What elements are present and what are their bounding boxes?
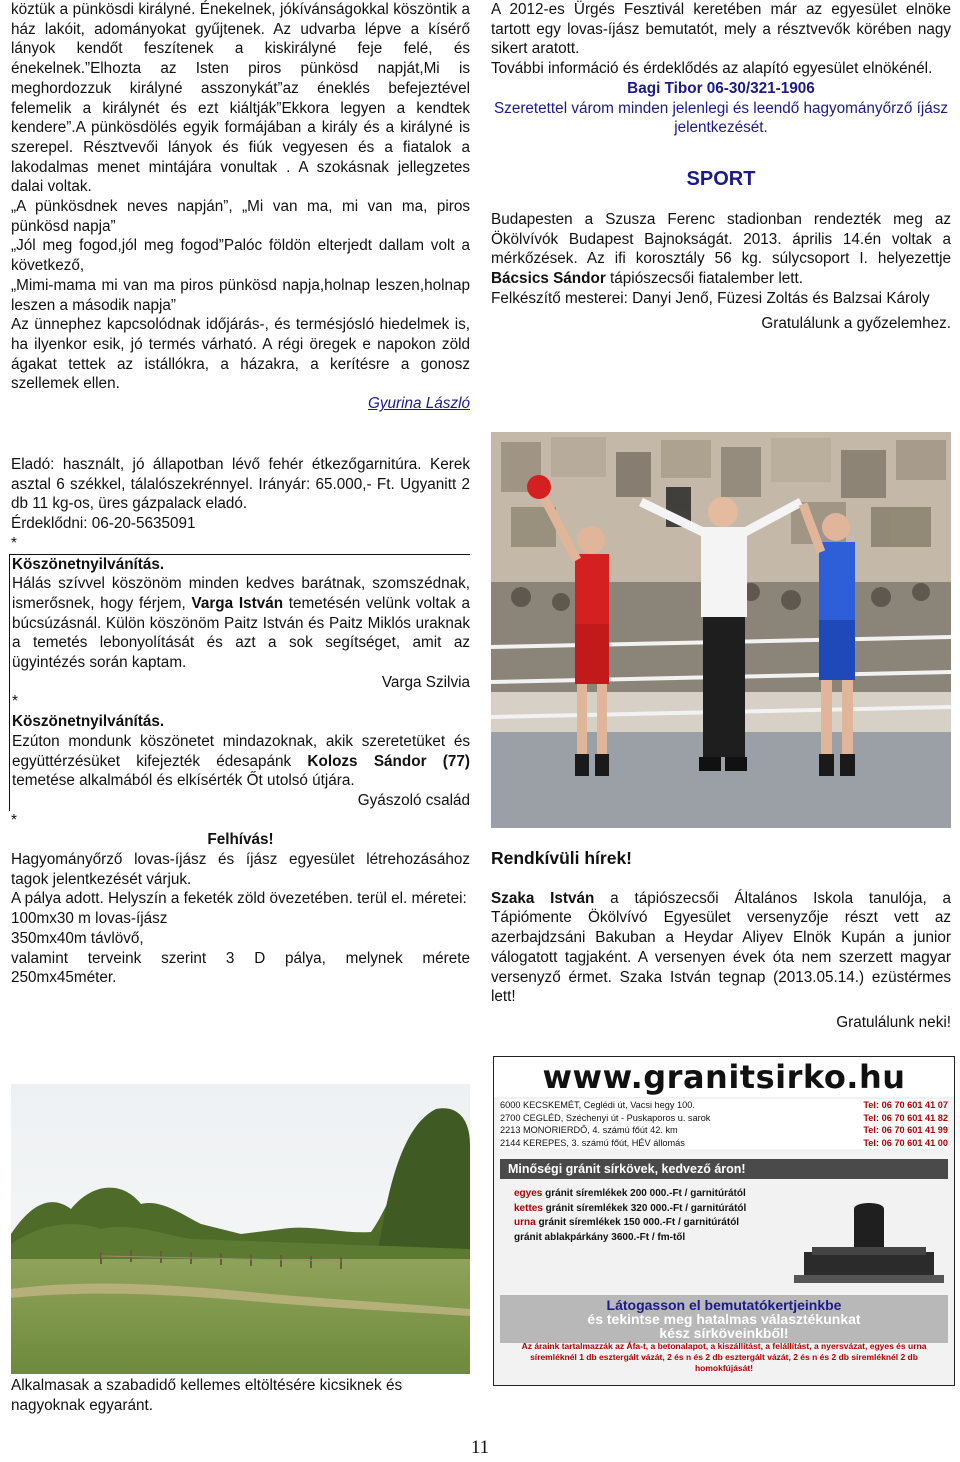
pentecost-paragraph-1: köztük a pünkösdi királyné. Énekelnek, jókívánságokkal köszöntik a ház lakóit, adományokat gyűjtenek. Az udvarba lépve a kísérő lányok kendőt feszítenek a kiskirályné feje felé, és énekelnek.”Elhozta az Isten piros pünkösd napját,Mi is meghordozzuk királyné asszonykát”az éneklés befejeztével felemelik a királynét és ezt kiáltják”Ekkora legyen a kendtek kendere”.A pünkösdölés egyik formájában a király és a királyné is szerepel. Résztvevői lányok és fiúk vegyesen és a fiatalok a lakodalmas menet mintájára vonultak . A szokásnak jellegzetes dalai voltak. <box>11 1 470 196</box>
separator-star-2: * <box>12 693 18 711</box>
news-name: Szaka István <box>491 889 595 907</box>
thanks-text-1 <box>12 574 470 673</box>
news-text <box>491 889 951 1007</box>
festival-intro: A 2012-es Ürgés Fesztivál keretében már az egyesület elnöke tartott egy lovas-íjász bemutatót, mely a résztvevők körében nagy sikert aratott. <box>491 1 951 58</box>
ad-price-text: gránit síremlékek 200 000.-Ft / garnitúrától <box>542 1188 746 1199</box>
ad-price-line <box>514 1231 774 1246</box>
right-column-bottom <box>491 849 951 1033</box>
thanks-text-1-pre: Hálás szívvel köszönöm minden kedves barátnak, szomszédnak, ismerősnek, hogy férjem, <box>12 575 470 612</box>
call-line-2: A pálya adott. Helyszín a feketék zöld övezetében. terül el. méretei: <box>11 890 467 908</box>
field-photo-caption-block <box>11 1376 470 1415</box>
sale-contact: Érdeklődni: 06-20-5635091 <box>11 515 196 533</box>
thanks-text-2-pre: Ezúton mondunk köszönetet mindazoknak, akik szeretetüket és együttérzésüket kifejezték édesapánk <box>12 732 470 770</box>
sport-paragraph-1 <box>491 210 951 289</box>
call-line-1: Hagyományőrző lovas-íjász és íjász egyesület létrehozásához tagok jelentkezését várjuk. <box>11 851 470 888</box>
ad-branch-address: 2700 CEGLÉD, Széchenyi út - Puskaporos u. sarok <box>500 1112 711 1123</box>
call-line-3: 100mx30 m lovas-íjász <box>11 910 168 928</box>
ad-visit-box <box>500 1295 948 1343</box>
thanks-signature-1: Varga Szilvia <box>381 673 470 691</box>
field-photo <box>11 1084 470 1374</box>
sport-congrats: Gratulálunk a győzelemhez. <box>761 315 951 333</box>
thanks-text-2 <box>12 732 470 791</box>
ad-price-line <box>514 1202 774 1217</box>
ad-prices <box>514 1187 774 1245</box>
ad-price-line <box>514 1187 774 1202</box>
thanks-text-1-post: temetésén velünk voltak a búcsúzásnál. Külön köszönöm Paitz István és Paitz Miklós uraknak a temetés lebonyolítását és azt a sok segítséget, amit az ügyintézés során kaptam. <box>12 594 470 672</box>
sport-paragraph-2: Felkészítő mesterei: Danyi Jenő, Füzesi Zoltás és Balzsai Károly <box>491 289 930 307</box>
thanks-title-2: Köszönetnyilvánítás. <box>12 713 165 731</box>
thanks-title-1: Köszönetnyilvánítás. <box>12 555 165 573</box>
separator-star: * <box>11 534 17 552</box>
call-title: Felhívás! <box>207 831 274 849</box>
pentecost-paragraph-2: „A pünkösdnek neves napján”, „Mi van ma, mi van ma, piros pünkösd napja” <box>11 198 470 235</box>
thanks-signature-2: Gyászoló család <box>357 791 470 809</box>
ad-branch-phone: Tel: 06 70 601 41 82 <box>863 1112 948 1123</box>
news-heading: Rendkívüli hírek! <box>491 848 633 868</box>
left-column-bottom <box>11 455 470 988</box>
sport-heading: SPORT <box>686 167 756 190</box>
more-info: További információ és érdeklődés az alapító egyesület elnökénél. <box>491 60 933 78</box>
ad-price-text: gránit ablakpárkány 3600.-Ft / fm-től <box>514 1231 686 1243</box>
sport-paragraph-1-pre: Budapesten a Szusza Ferenc stadionban rendezték meg az Ökölvívók Budapest Bajnokságát. 2013. április 14.én voltak a mérkőzések. Az ifi korosztály 56 kg. súlycsoport I. helyezettje <box>491 210 951 268</box>
ad-branch-row <box>500 1099 948 1112</box>
ad-branch-row <box>500 1112 948 1125</box>
ad-visit-line-1: Látogasson el bemutatókertjeinkbe <box>606 1297 842 1313</box>
boxing-photo-image <box>491 432 951 828</box>
ad-branch-row <box>500 1137 948 1150</box>
ad-branch-phone: Tel: 06 70 601 41 99 <box>863 1125 948 1135</box>
ad-price-type: egyes <box>514 1188 543 1199</box>
news-congrats: Gratulálunk neki! <box>836 1013 951 1031</box>
ad-visit-line-3: kész sírköveinkből! <box>659 1325 789 1341</box>
ad-price-line <box>514 1216 774 1231</box>
ad-price-text: gránit síremlékek 320 000.-Ft / garnitúrától <box>542 1202 747 1214</box>
field-photo-image <box>11 1084 470 1374</box>
pentecost-paragraph-5: Az ünnephez kapcsolódnak időjárás-, és termésjósló hiedelmek is, ha ilyenkor esik, jó termés várható. A régi öregek e napokon zöld ágakat tettek az istállókra, a házakra, a kerítésre a gonosz szellemek ellen. <box>11 316 470 393</box>
welcome-text: Szeretettel várom minden jelenlegi és leendő hagyományőrző íjász jelentkezését. <box>493 99 949 137</box>
call-line-5: valamint terveink szerint 3 D pálya, melynek mérete 250mx45méter. <box>11 949 470 987</box>
ad-visit-line-2: és tekintse meg hatalmas választékunkat <box>587 1311 861 1327</box>
right-column-top <box>491 0 951 334</box>
thanks-name-2: Kolozs Sándor (77) <box>307 752 470 770</box>
ad-branch-phone: Tel: 06 70 601 41 07 <box>863 1100 948 1110</box>
author-signature: Gyurina László <box>367 395 470 413</box>
ad-price-type: urna <box>514 1217 536 1228</box>
page-number: 11 <box>470 1437 490 1458</box>
ad-branch-phone: Tel: 06 70 601 41 00 <box>863 1137 948 1148</box>
ad-branch-row <box>500 1124 948 1137</box>
separator-star-3: * <box>11 811 17 829</box>
ad-branches <box>500 1099 948 1149</box>
ad-branch-address: 6000 KECSKEMÉT, Ceglédi út, Vacsi hegy 100. <box>500 1100 695 1110</box>
gravestone-image <box>794 1197 944 1287</box>
thanks-notice-1 <box>9 554 470 811</box>
winner-name: Bácsics Sándor <box>491 270 606 288</box>
field-photo-caption: Alkalmasak a szabadidő kellemes eltöltésére kicsiknek és nagyoknak egyaránt. <box>11 1377 403 1414</box>
thanks-text-2-post: temetése alkalmából és elkísérték Őt utolsó útjára. <box>12 772 355 790</box>
ad-footer: Az áraink tartalmazzák az Áfa-t, a betonalapot, a kiszállítást, a felállítást, a nyersvázat, egyes és urna síremléknél 1 db esztergált vázát, 2 és n és 2 db esztergált vázát, 2 és n és 2 db síremléknél 2 db homokfújását! <box>521 1341 927 1373</box>
ad-branch-address: 2144 KEREPES, 3. számú főút, HÉV állomás <box>500 1137 685 1148</box>
sale-ad: Eladó: használt, jó állapotban lévő fehér étkezőgarnitúra. Kerek asztal 6 székkel, tálalószekrénnyel. Irányár: 65.000,- Ft. Ugyanitt 2 db 11 kg-os, üres gázpalack eladó. <box>11 456 470 513</box>
ad-price-text: gránit síremlékek 150 000.-Ft / garnitúrától <box>535 1217 740 1228</box>
left-column-top <box>11 0 470 414</box>
boxing-photo <box>491 432 951 828</box>
pentecost-paragraph-4: „Mimi-mama mi van ma piros pünkösd napja,holnap leszen,holnap leszen a második napja” <box>11 276 470 314</box>
call-line-4: 350mx40m távlövő, <box>11 929 144 947</box>
sport-paragraph-1-post: tápiószecsői fiatalember lett. <box>605 270 804 288</box>
ad-price-type: kettes <box>514 1202 543 1214</box>
thanks-name-1: Varga István <box>191 594 284 612</box>
contact-person: Bagi Tibor 06-30/321-1906 <box>627 79 815 97</box>
pentecost-paragraph-3: „Jól meg fogod,jól meg fogod”Palóc földön elterjedt dallam volt a következő, <box>11 237 470 275</box>
ad-slogan: Minőségi gránit sírkövek, kedvező áron! <box>500 1159 948 1179</box>
ad-banner: www.granitsirko.hu <box>494 1057 954 1097</box>
news-body: a tápiószecsői Általános Iskola tanulója, a Tápiómente Ökölvívó Egyesület versenyzője részt vett az azerbajdzsáni Bakuban a Heydar Aliyev Elnök Kupán a junior válogatott tagjaként. A versenyen évek óta nem szerzett magyar versenyző érmet. Szaka István tegnap (2013.05.14.) ezüstérmes lett! <box>491 889 951 1006</box>
granitsirko-advertisement <box>493 1056 955 1386</box>
ad-branch-address: 2213 MONORIERDŐ, 4. számú főút 42. km <box>500 1125 678 1135</box>
